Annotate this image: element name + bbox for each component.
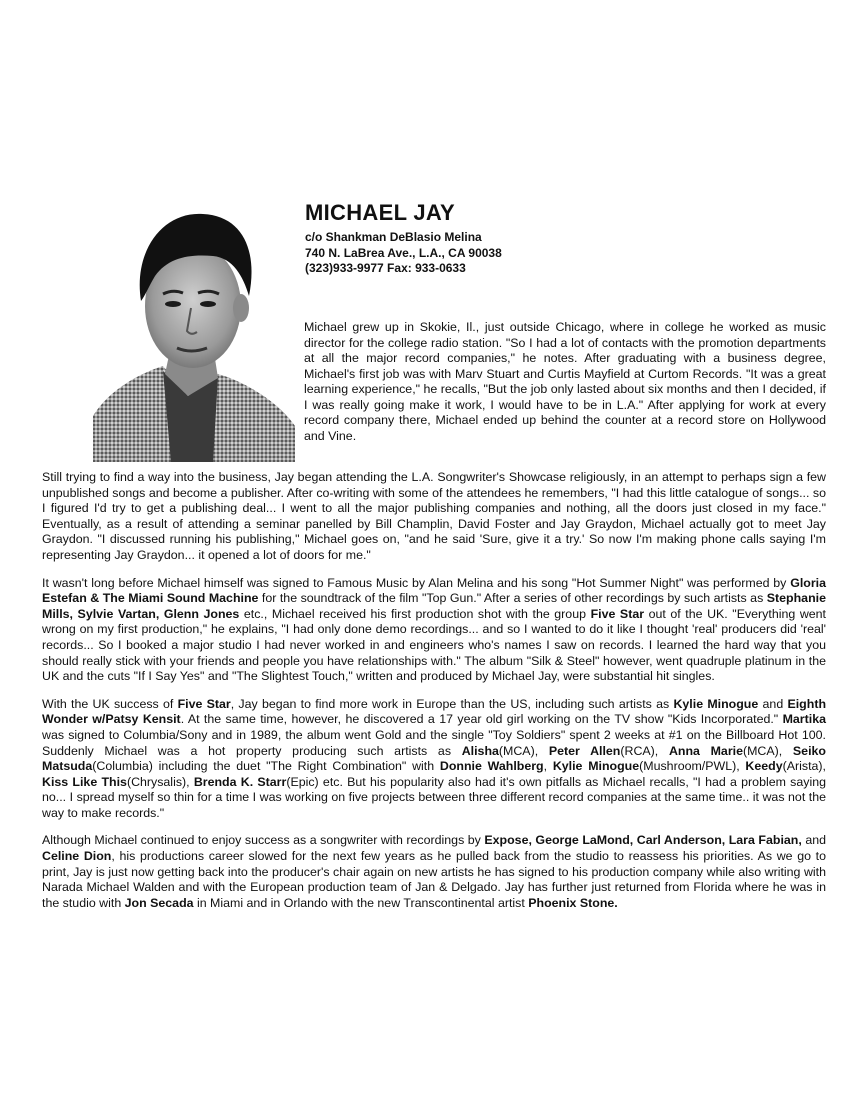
bold-run: Anna Marie: [668, 743, 743, 758]
text-run: for the soundtrack of the film "Top Gun." After a series of other recordings by such artists as: [258, 591, 767, 606]
bold-run: Gloria Estefan & The Miami Sound Machine: [42, 575, 826, 606]
text-run: was signed to Columbia/Sony and in 1989, the album went Gold and the single "Toy Soldiers" spent 2 weeks at #1 on the Billboard Hot 100. Suddenly Michael was a hot property producing such artists as: [42, 727, 826, 758]
text-run: (Epic) etc. But his popularity also had it's own pitfalls as Michael recalls, "I had a problem saying no... I spread myself so thin for a time I was working on five projects between three different record companies at the same time.. it was not the way to make records.": [42, 774, 826, 820]
text-run: (RCA),: [620, 743, 669, 758]
biography-body: [42, 470, 826, 923]
portrait-icon: [93, 196, 295, 462]
text-run: (Arista),: [782, 759, 826, 774]
bold-run: Jon Secada: [124, 895, 194, 910]
bold-run: Alisha: [461, 743, 499, 758]
bold-run: Five Star: [590, 606, 645, 621]
text-run: (Mushroom/PWL),: [639, 759, 746, 774]
text-run: Still trying to find a way into the business, Jay began attending the L.A. Songwriter's Showcase religiously, in an attempt to perhaps sign a few unpublished songs and become a publisher. After co-writing with some of the attendees he remembers, "I had this little catalogue of songs... so I figured I'd try to get a publishing deal... I went to all the major publishing companies and nothing, all the doors just closed in my face." Eventually, as a result of attending a seminar panelled by Bill Champlin, David Foster and Jay Graydon, Michael actually got to meet Jay Graydon. "I discussed running his publishing," Michael goes on, "and he said 'Sure, give it a try.' So now I'm making phone calls saying I'm representing Jay Graydon... it opened a lot of doors for me.": [42, 470, 826, 562]
text-run: It wasn't long before Michael himself was signed to Famous Music by Alan Melina and his song "Hot Summer Night" was performed by: [42, 575, 791, 590]
text-run: . At the same time, however, he discovered a 17 year old girl working on the TV show "Kids Incorporated.": [180, 712, 783, 727]
text-run: etc., Michael received his first production shot with the group: [239, 606, 591, 621]
text-run: in Miami and in Orlando with the new Transcontinental artist: [193, 895, 529, 910]
bold-run: Celine Dion: [42, 849, 112, 864]
text-run: out of the UK. "Everything went wrong on my first production," he explains, "I had only done demo recordings... and so I wanted to do it like I thought 'real' producers did 'real' records... So I booked a major studio I had never worked in and engineers who's names I saw on records. I learned the hard way that you should really stick with your friends and people you have relationships with." The album "Silk & Steel" however, went quadruple platinum in the UK and the cuts "If I Say Yes" and "The Slightest Touch," written and produced by Michael Jay, were substantial hit singles.: [42, 606, 826, 684]
text-run: and: [801, 833, 826, 848]
bold-run: Five Star: [177, 696, 231, 711]
bold-run: Kylie Minogue: [552, 759, 640, 774]
bold-run: Martika: [782, 712, 826, 727]
bold-run: Brenda K. Starr: [193, 774, 287, 789]
text-run: (MCA),: [742, 743, 793, 758]
bold-run: Donnie Wahlberg: [439, 759, 544, 774]
bold-run: Peter Allen: [548, 743, 621, 758]
bold-run: Stephanie Mills, Sylvie Vartan, Glenn Jones: [42, 591, 826, 621]
bold-run: Phoenix Stone.: [528, 895, 618, 910]
bold-run: Keedy: [745, 759, 783, 774]
body-paragraph: [42, 697, 826, 822]
text-run: Although Michael continued to enjoy success as a songwriter with recordings by: [42, 833, 485, 848]
body-paragraph: [42, 470, 826, 564]
body-paragraph: [42, 576, 826, 685]
text-run: ,: [543, 759, 553, 774]
phone-line: (323)933-9977 Fax: 933-0633: [305, 261, 466, 275]
intro-paragraph: Michael grew up in Skokie, Il., just outside Chicago, where in college he worked as music director for the college radio station. "So I had a lot of contacts with the promotion departments at all the major record companies," he notes. After graduating with a business degree, Michael's first job was with Marv Stuart and Curtis Mayfield at Curtom Records. "It was a great learning experience," he recalls, "But the job only lasted about six months and then I decided, if I was really going make it work, I would have to be in L.A." After applying for work at every record company there, Michael ended up behind the counter at a record store on Hollywood and Vine.: [304, 320, 826, 443]
portrait-photo: [93, 196, 295, 462]
text-run: , Jay began to find more work in Europe than the US, including such artists as: [230, 696, 674, 711]
text-run: With the UK success of: [42, 696, 178, 711]
address-line: 740 N. LaBrea Ave., L.A., CA 90038: [305, 245, 502, 260]
artist-name: MICHAEL JAY: [305, 200, 456, 225]
bold-run: Kiss Like This: [42, 774, 127, 789]
body-paragraph: [42, 833, 826, 911]
bold-run: Kylie Minogue: [673, 696, 759, 711]
contact-header: [305, 200, 825, 277]
bold-run: Expose, George LaMond, Carl Anderson, Lara Fabian,: [484, 833, 802, 848]
bold-run: Eighth Wonder w/Patsy Kensit: [42, 696, 827, 727]
text-run: , his productions career slowed for the next few years as he pulled back from the studio to reassess his priorities. As we go to print, Jay is just now getting back into the producer's chair again on new artists he has signed to his production company while also writing with Narada Michael Walden and with the European production team of Jan & Delgado. Jay has further just returned from Florida where he was in the studio with: [42, 849, 826, 910]
text-run: (MCA),: [498, 743, 549, 758]
care-of-line: c/o Shankman DeBlasio Melina: [305, 230, 482, 244]
text-run: and: [758, 696, 788, 711]
bold-run: Seiko Matsuda: [42, 743, 826, 774]
text-run: (Chrysalis),: [126, 774, 194, 789]
text-run: (Columbia) including the duet "The Right Combination" with: [92, 759, 440, 774]
